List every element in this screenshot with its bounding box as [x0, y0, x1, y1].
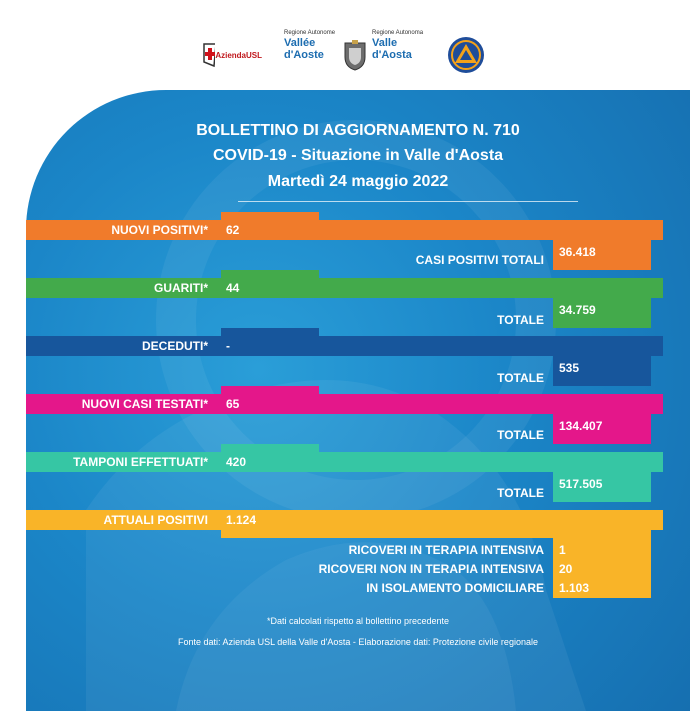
- row-value: 1.124: [226, 513, 257, 527]
- regione-big-text: Valle d'Aosta: [372, 37, 412, 61]
- row-value: 62: [226, 223, 240, 237]
- header-logos: [0, 0, 690, 90]
- row-total-label: CASI POSITIVI TOTALI: [415, 253, 544, 267]
- footnote-note: *Dati calcolati rispetto al bollettino precedente: [266, 616, 450, 626]
- bulletin-title: BOLLETTINO DI AGGIORNAMENTO N. 710: [196, 122, 520, 139]
- row-total-label: TOTALE: [497, 313, 544, 327]
- row-label: DECEDUTI*: [141, 339, 208, 353]
- valle-aosta-crest-icon: [340, 30, 370, 80]
- title-divider: [238, 201, 578, 202]
- row-total-value: 34.759: [559, 303, 596, 317]
- row-total-value: 535: [559, 361, 580, 375]
- row-value: 44: [226, 281, 240, 295]
- regione-logo-italian: [372, 30, 430, 80]
- regione-small-text: Regione Autonome: [284, 30, 336, 36]
- row-label: ATTUALI POSITIVI: [103, 513, 208, 527]
- row-total-label: TOTALE: [497, 428, 544, 442]
- bulletin-subtitle: COVID-19 - Situazione in Valle d'Aosta: [212, 147, 504, 164]
- regione-small-text: Regione Autonoma: [372, 30, 424, 36]
- footnote-source: Fonte dati: Azienda USL della Valle d'Aosta - Elaborazione dati: Protezione civile regionale: [178, 637, 538, 647]
- row-total-value: 36.418: [559, 245, 596, 259]
- row-label: GUARITI*: [154, 281, 208, 295]
- detail-value: 20: [559, 562, 573, 576]
- row-bar: [26, 336, 663, 356]
- usl-cross-icon: [200, 40, 215, 70]
- row-total-label: TOTALE: [497, 371, 544, 385]
- row-total-value: 134.407: [559, 419, 603, 433]
- detail-label: IN ISOLAMENTO DOMICILIARE: [366, 581, 544, 595]
- protezione-civile-icon: [442, 30, 490, 80]
- usl-logo-text: AziendaUSL: [215, 50, 262, 60]
- bulletin-date: Martedì 24 maggio 2022: [267, 173, 449, 190]
- row-label: NUOVI POSITIVI*: [111, 223, 208, 237]
- detail-label: RICOVERI NON IN TERAPIA INTENSIVA: [318, 562, 544, 576]
- row-label: TAMPONI EFFETTUATI*: [73, 455, 208, 469]
- regione-logo-french: [284, 30, 336, 80]
- row-value: 65: [226, 397, 240, 411]
- detail-label: RICOVERI IN TERAPIA INTENSIVA: [348, 543, 544, 557]
- row-total-value: 517.505: [559, 477, 603, 491]
- row-value: 420: [226, 455, 247, 469]
- row-value-tab: [221, 328, 319, 356]
- row-total-label: TOTALE: [497, 486, 544, 500]
- row-bar: [26, 278, 663, 298]
- azienda-usl-logo: [200, 30, 262, 80]
- regione-big-text: Vallée d'Aoste: [284, 37, 324, 61]
- detail-value: 1.103: [559, 581, 590, 595]
- detail-value: 1: [559, 543, 566, 557]
- row-value: -: [226, 339, 230, 353]
- row-label: NUOVI CASI TESTATI*: [81, 397, 208, 411]
